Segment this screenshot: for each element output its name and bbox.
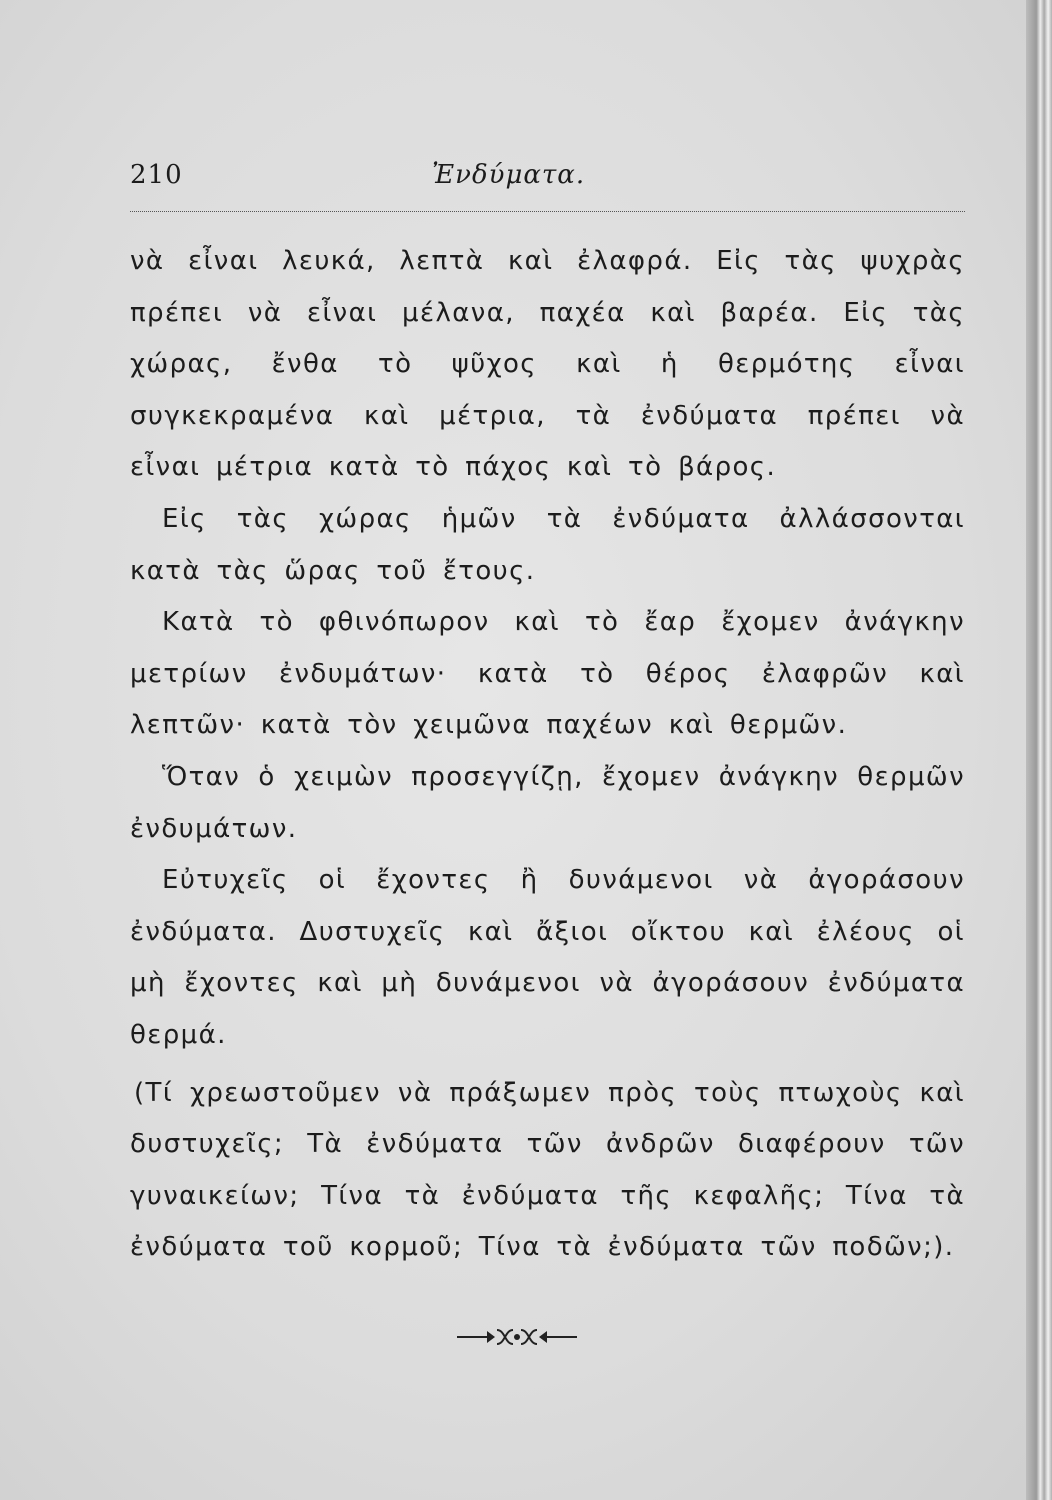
page-edge	[1026, 0, 1052, 1500]
section-title: Ἐνδύματα.	[432, 160, 586, 190]
paragraph: Ὅταν ὁ χειμὼν προσεγγίζῃ, ἔχομεν ἀνάγκην θερμῶν ἐνδυμάτων.	[130, 761, 965, 844]
running-head	[130, 160, 960, 200]
review-questions: (Τί χρεωστοῦμεν νὰ πράξωμεν πρὸς τοὺς πτωχοὺς καὶ δυστυχεῖς; Τὰ ἐνδύματα τῶν ἀνδρῶν διαφέρουν τῶν γυναικείων; Τίνα τὰ ἐνδύματα τῆς κεφαλῆς; Τίνα τὰ ἐνδύματα τοῦ κορμοῦ; Τίνα τὰ ἐνδύματα τῶν ποδῶν;).	[130, 1077, 965, 1263]
page-number: 210	[130, 160, 183, 190]
paragraph: Εἰς τὰς χώρας ἡμῶν τὰ ἐνδύματα ἀλλάσσονται κατὰ τὰς ὥρας τοῦ ἔτους.	[130, 503, 965, 586]
paragraph: Κατὰ τὸ φθινόπωρον καὶ τὸ ἔαρ ἔχομεν ἀνάγκην μετρίων ἐνδυμάτων· κατὰ τὸ θέρος ἐλαφρῶν καὶ λεπτῶν· κατὰ τὸν χειμῶνα παχέων καὶ θερμῶν.	[130, 607, 965, 741]
body-text	[130, 236, 965, 1274]
header-divider	[130, 211, 965, 212]
paragraph: Εὐτυχεῖς οἱ ἔχοντες ἢ δυνάμενοι νὰ ἀγοράσουν ἐνδύματα. Δυστυχεῖς καὶ ἄξιοι οἴκτου καὶ ἐλέους οἱ μὴ ἔχοντες καὶ μὴ δυνάμενοι νὰ ἀγοράσουν ἐνδύματα θερμά.	[130, 865, 965, 1050]
fleuron-ornament-icon	[455, 1322, 580, 1352]
paragraph: νὰ εἶναι λευκά, λεπτὰ καὶ ἐλαφρά. Εἰς τὰς ψυχρὰς πρέπει νὰ εἶναι μέλανα, παχέα καὶ βαρέα. Εἰς τὰς χώρας, ἔνθα τὸ ψῦχος καὶ ἡ θερμότης εἶναι συγκεκραμένα καὶ μέτρια, τὰ ἐνδύματα πρέπει νὰ εἶναι μέτρια κατὰ τὸ πάχος καὶ τὸ βάρος.	[130, 246, 965, 483]
